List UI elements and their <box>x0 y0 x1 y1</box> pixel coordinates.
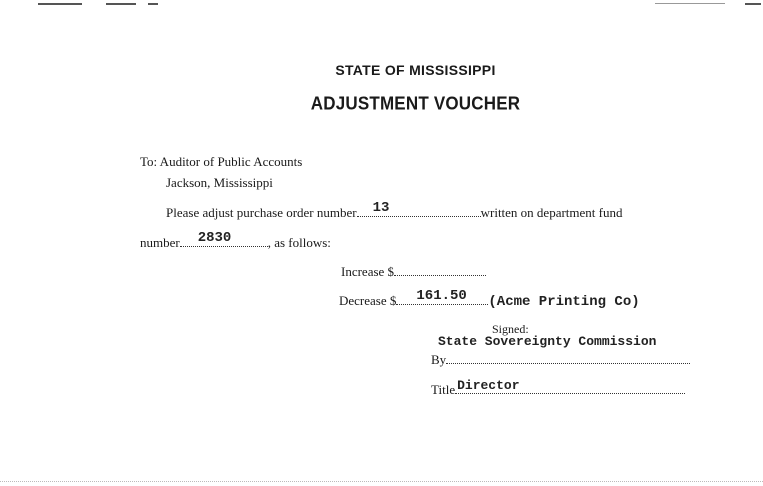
scan-mark <box>745 3 761 5</box>
by-label: By <box>431 352 447 367</box>
number-label: number <box>140 235 180 250</box>
by-line <box>431 351 690 368</box>
city-line: Jackson, Mississippi <box>166 175 273 190</box>
scan-mark <box>38 3 82 5</box>
decrease-label: Decrease $ <box>339 293 397 308</box>
title-line <box>431 378 685 398</box>
increase-line <box>341 263 486 280</box>
decrease-note: (Acme Printing Co) <box>488 294 640 310</box>
please-adjust-text: Please adjust purchase order number <box>166 205 357 220</box>
organization-name: State Sovereignty Commission <box>438 334 657 349</box>
to-line: To: Auditor of Public Accounts <box>140 154 303 169</box>
state-heading: STATE OF MISSISSIPPI <box>335 62 496 78</box>
scan-mark <box>655 3 725 4</box>
fund-number-field[interactable] <box>180 230 268 247</box>
written-on-text: written on department fund <box>480 205 623 220</box>
title-field[interactable] <box>455 378 685 394</box>
po-number-field[interactable] <box>357 200 481 217</box>
increase-label: Increase $ <box>341 264 395 279</box>
voucher-title: ADJUSTMENT VOUCHER <box>310 93 521 114</box>
title-label: Title <box>431 382 456 397</box>
fund-number-value: 2830 <box>197 230 232 246</box>
po-number-value: 13 <box>372 200 390 216</box>
decrease-field[interactable] <box>396 288 488 305</box>
fund-number-line <box>140 230 331 251</box>
decrease-value: 161.50 <box>416 288 467 304</box>
scan-mark <box>148 3 158 5</box>
by-field[interactable] <box>446 351 690 364</box>
scan-edge <box>0 481 763 482</box>
increase-field[interactable] <box>394 263 486 276</box>
title-value: Director <box>457 378 520 393</box>
scan-mark <box>106 3 136 5</box>
decrease-line <box>339 288 640 310</box>
signed-label: Signed: <box>492 322 529 336</box>
purchase-order-line <box>166 200 623 221</box>
as-follows-text: , as follows: <box>267 235 331 250</box>
